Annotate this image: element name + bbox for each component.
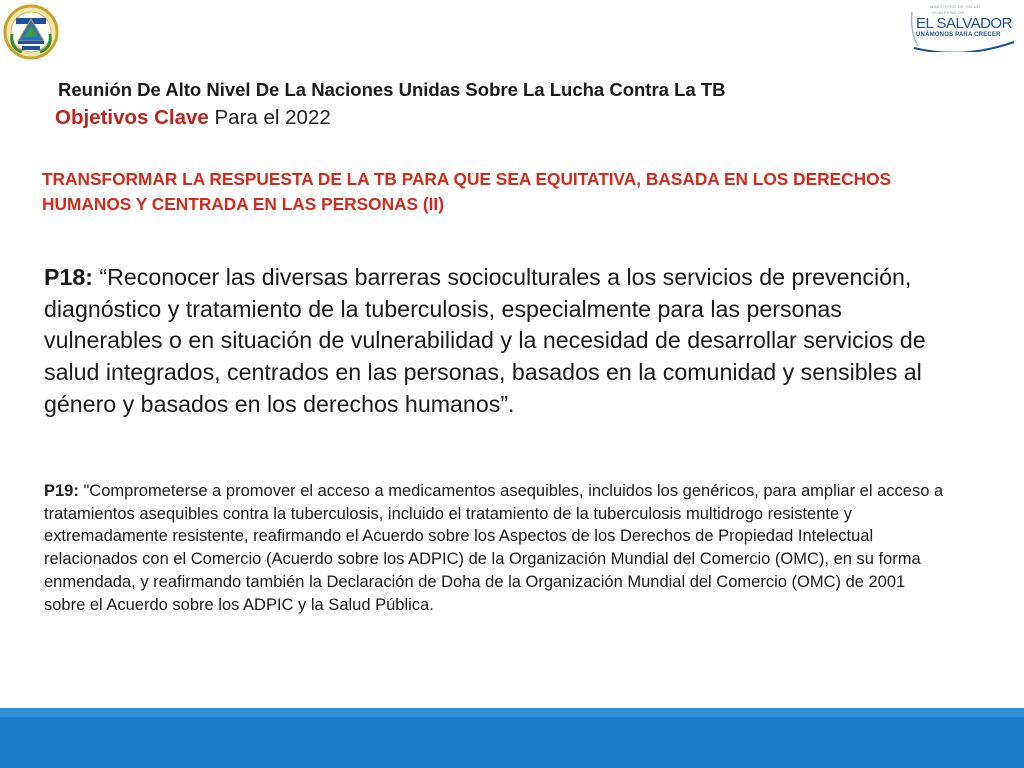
government-logo — [908, 2, 1018, 52]
p19-label: P19: — [44, 482, 79, 500]
subtitle-strong: Objetivos Clave — [55, 106, 209, 129]
paragraph-p19 — [44, 480, 944, 616]
p19-text: "Comprometerse a promover el acceso a medicamentos asequibles, incluidos los genéricos, para ampliar el acceso a tratamientos asequibles contra la tuberculosis, incluido el tratamiento de la tuberculosis multidrogo resistente y extremadamente resistente, reafirmando el Acuerdo sobre los Aspectos de los Derechos de Propiedad Intelectual relacionados con el Comercio (Acuerdo sobre los ADPIC) de la Organización Mundial del Comercio (OMC), en su forma enmendada, y reafirmando también la Declaración de Doha de la Organización Mundial del Comercio (OMC) de 2001 sobre el Acuerdo sobre los ADPIC y la Salud Pública. — [44, 482, 944, 614]
footer-bar-thin — [0, 708, 1024, 717]
section-headline: TRANSFORMAR LA RESPUESTA DE LA TB PARA QUE SEA EQUITATIVA, BASADA EN LOS DERECHOS HUMANOS Y CENTRADA EN LAS PERSONAS (II) — [42, 169, 892, 214]
logo-country-text: EL SALVADOR — [916, 15, 1012, 32]
footer-bar — [0, 717, 1024, 768]
slide-subtitle — [55, 106, 755, 130]
p18-text: “Reconocer las diversas barreras socioculturales a los servicios de prevención, diagnóstico y tratamiento de la tuberculosis, especialmente para las personas vulnerables o en situación de vulnerabilidad y la necesidad de desarrollar servicios de salud integrados, centrados en las personas, basados en la comunidad y sensibles al género y basados en los derechos humanos”. — [44, 264, 926, 417]
paragraph-p18 — [44, 262, 944, 421]
coat-of-arms-icon — [2, 4, 60, 60]
logo-slogan-text: UNÁMONOS PARA CRECER — [916, 32, 1001, 38]
logo-ministry-text: MINISTERIO DE SALUD — [930, 4, 981, 9]
p18-label: P18: — [44, 264, 93, 290]
subtitle-rest: Para el 2022 — [208, 106, 331, 129]
logo-gobierno-text: GOBIERNO DE — [932, 10, 965, 15]
slide-title: Reunión De Alto Nivel De La Naciones Unidas Sobre La Lucha Contra La TB — [58, 79, 726, 100]
